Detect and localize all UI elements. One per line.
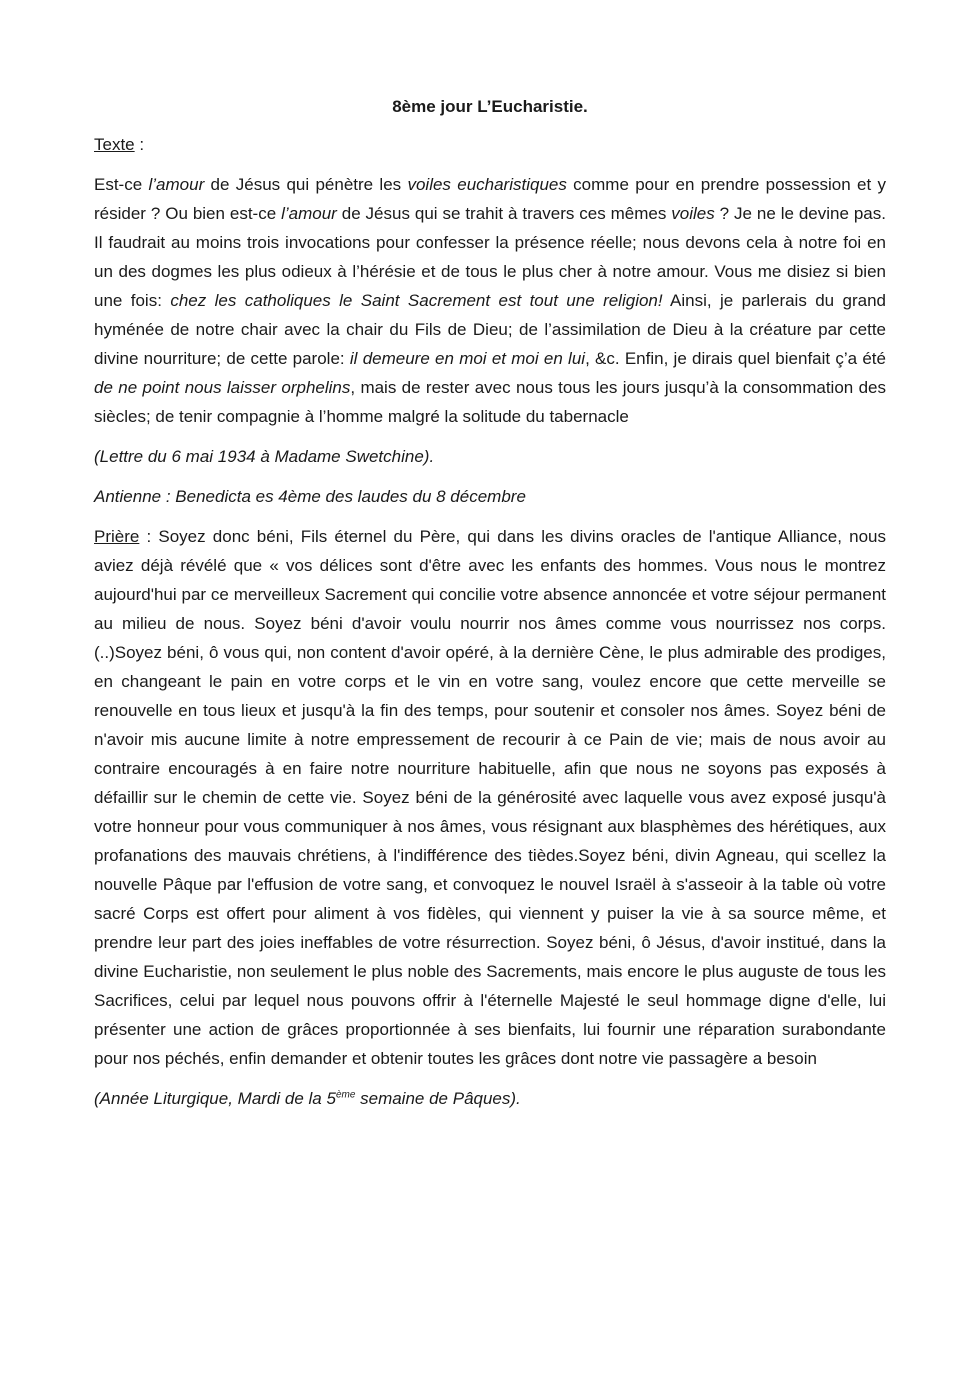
texte-italic-segment: voiles eucharistiques (407, 175, 567, 194)
priere-label: Prière (94, 527, 140, 546)
texte-segment: ? Je ne le devine pas. Il faudrait au moins trois invocations pour confesser la présence réelle; nous devons cela à notre foi en un des dogmes les plus odieux à l’hérésie et de tous le plus cher à notre amour. Vous me disiez si bien une fois: (94, 204, 886, 310)
texte-segment: de Jésus qui se trahit à travers ces mêmes (336, 204, 672, 223)
priere-paragraph (94, 522, 886, 1073)
document-page (94, 95, 886, 1124)
source-superscript: ème (335, 1089, 356, 1101)
antienne-line: Antienne : Benedicta es 4ème des laudes du 8 décembre (94, 487, 526, 506)
texte-paragraph (94, 170, 886, 431)
texte-segment: Est-ce (94, 175, 149, 194)
texte-italic-segment: il demeure en moi et moi en lui (349, 349, 586, 368)
source-before: (Année Liturgique, Mardi de la 5 (94, 1089, 336, 1108)
texte-italic-segment: l’amour (148, 175, 205, 194)
texte-italic-segment: chez les catholiques le Saint Sacrement est tout une religion! (170, 291, 663, 310)
texte-segment: comme pour en prendre possession et y résider ? Ou bien est-ce (94, 175, 886, 223)
texte-colon: : (134, 135, 145, 154)
page-title: 8ème jour L’Eucharistie. (392, 97, 588, 116)
lettre-citation: (Lettre du 6 mai 1934 à Madame Swetchine). (94, 447, 435, 466)
source-citation (94, 1084, 886, 1113)
texte-italic-segment: de ne point nous laisser orphelins (94, 378, 351, 397)
texte-segment: , &c. Enfin, je dirais quel bienfait ç’a été (585, 349, 886, 368)
priere-text: : Soyez donc béni, Fils éternel du Père, qui dans les divins oracles de l'antique Alliance, nous aviez déjà révélé que « vos délices sont d'être avec les enfants des hommes. Vous nous le montrez aujourd'hui par ce merveilleux Sacrement qui concilie votre absence annoncée et votre séjour permanent au milieu de nous. Soyez béni d'avoir voulu nourrir nos âmes comme vous nourrissez nos corps. (..)Soyez béni, ô vous qui, non content d'avoir opéré, à la dernière Cène, le plus admirable des prodiges, en changeant le pain en votre corps et le vin en votre sang, voulez encore que cette merveille se renouvelle en tous lieux et jusqu'à la fin des temps, pour soutenir et consoler nos âmes. Soyez béni de n'avoir mis aucune limite à notre empressement de recourir à ce Pain de vie; mais de nous avoir au contraire encouragés à en faire notre nourriture habituelle, afin que nous ne soyons pas exposés à défaillir sur le chemin de cette vie. Soyez béni de la générosité avec laquelle vous avez exposé jusqu'à votre honneur pour vous communiquer à nos âmes, vous résignant aux blasphèmes des hérétiques, aux profanations des mauvais chrétiens, à l'indifférence des tièdes.Soyez béni, divin Agneau, qui scellez la nouvelle Pâque par l'effusion de votre sang, et convoquez le nouvel Israël à s'asseoir à la table où votre sacré Corps est offert pour aliment à vos fidèles, qui viennent y puiser la vie à sa source même, et prendre leur part des joies ineffables de votre résurrection. Soyez béni, ô Jésus, d'avoir institué, dans la divine Eucharistie, non seulement le plus noble des Sacrements, mais encore le plus auguste de tous les Sacrifices, celui par lequel nous pouvons offrir à l'éternelle Majesté le seul hommage digne d'elle, lui présenter une action de grâces proportionnée à ses bienfaits, lui fournir une réparation surabondante pour nos péchés, enfin demander et obtenir toutes les grâces dont notre vie passagère a besoin (94, 527, 886, 1068)
texte-italic-segment: voiles (671, 204, 715, 223)
texte-segment: , mais de rester avec nous tous les jours jusqu’à la consommation des siècles; de tenir compagnie à l’homme malgré la solitude du tabernacle (94, 378, 886, 426)
source-after: semaine de Pâques). (355, 1089, 521, 1108)
texte-heading (94, 130, 886, 159)
texte-label: Texte (94, 135, 135, 154)
texte-segment: Ainsi, je parlerais du grand hyménée de notre chair avec la chair du Fils de Dieu; de l’assimilation de Dieu à la créature par cette divine nourriture; de cette parole: (94, 291, 887, 368)
texte-italic-segment: l’amour (281, 204, 337, 223)
texte-segment: de Jésus qui pénètre les (204, 175, 408, 194)
